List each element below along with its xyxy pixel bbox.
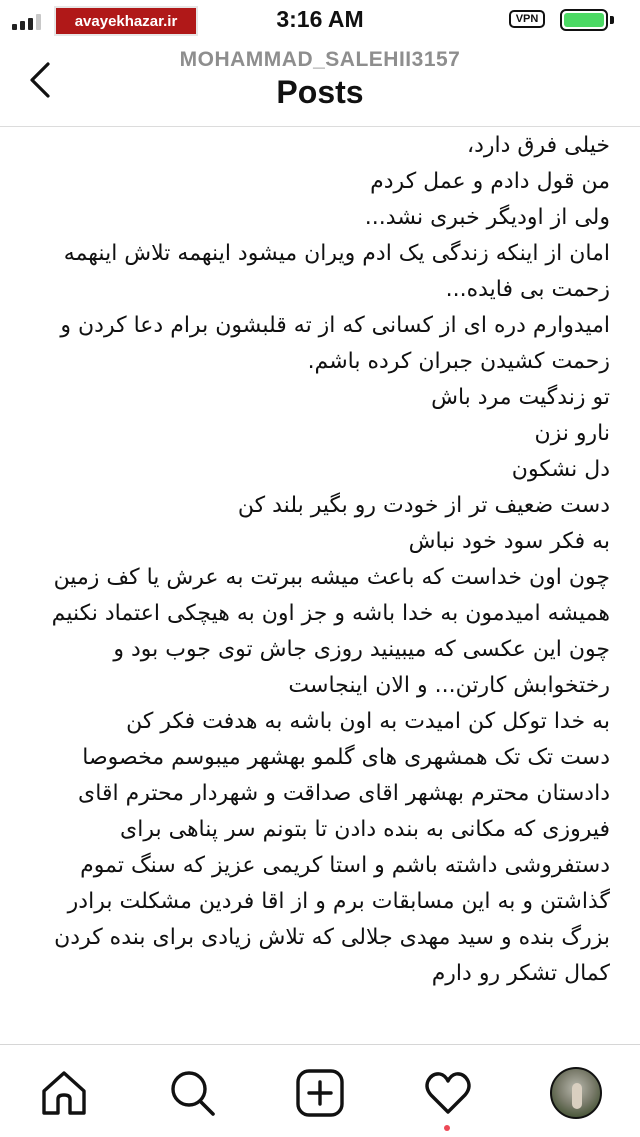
tab-bar [0,1044,640,1137]
search-icon [166,1067,218,1119]
profile-username[interactable]: MOHAMMAD_SALEHII3157 [179,48,461,71]
caption-line: تو زندگیت مرد باش [431,385,610,410]
heart-icon [422,1067,474,1119]
caption-line: به خدا توکل کن امیدت به اون باشه به هدفت فکر کن [126,709,610,734]
notification-dot [444,1125,450,1131]
tab-search[interactable] [164,1065,220,1121]
caption-line: ولی از اودیگر خبری نشد... [364,205,610,230]
tab-profile[interactable] [548,1065,604,1121]
caption-line: چون اون خداست که باعث میشه ببرتت به عرش یا کف زمین [53,565,610,590]
battery-tip [610,16,614,24]
tab-new-post[interactable] [292,1065,348,1121]
tab-home[interactable] [36,1065,92,1121]
caption-line: دست ضعیف تر از خودت رو بگیر بلند کن [237,493,610,518]
status-time: 3:16 AM [276,6,364,32]
nav-header [0,40,640,127]
caption-line: چون این عکسی که میبینید روزی جاش توی جوب بود و رختخوابش کارتن... و الان اینجاست [113,637,610,698]
add-post-icon [294,1067,346,1119]
avatar [550,1067,602,1119]
tab-activity[interactable] [420,1065,476,1121]
home-icon [38,1067,90,1119]
caption-line: دل نشکون [511,457,610,482]
status-bar [0,0,640,40]
caption-line: امان از اینکه زندگی یک ادم ویران میشود اینهمه تلاش اینهمه زحمت بی فایده... [63,241,610,302]
vpn-badge: VPN [509,10,545,28]
caption-line: به فکر سود خود نباش [408,529,610,554]
post-caption [20,126,610,1044]
caption-line: همیشه امیدمون به خدا باشه و جز اون به هیچکی اعتماد نکنیم [51,601,610,626]
caption-line: دست تک تک همشهری های گلمو بهشهر میبوسم مخصوصا دادستان محترم بهشهر اقای صداقت و شهردار محترم اقای فیروزی که مکانی به بنده دادن تا بتونم سر پناهی برای دستفروشی داشته باشم و استا کریمی عزیز که سنگ تموم گذاشتن و به این مسابقات برم و از اقا فردین مشکلت برادر بزرگ بنده و سید مهدی جلالی که تلاش زیادی برای بنده کردن کمال تشکر رو دارم [54,745,610,986]
caption-line: من قول دادم و عمل کردم [370,169,610,194]
caption-line: خیلی فرق دارد، [467,133,610,158]
battery-icon [560,9,608,31]
caption-line: امیدوارم دره ای از کسانی که از ته قلبشون برام دعا کردن و زحمت کشیدن جبران کرده باشم. [60,313,610,374]
page-title: Posts [276,74,364,110]
caption-line: نارو نزن [534,421,610,446]
watermark-text: avayekhazar.ir [74,12,178,30]
caption-text [20,126,610,992]
